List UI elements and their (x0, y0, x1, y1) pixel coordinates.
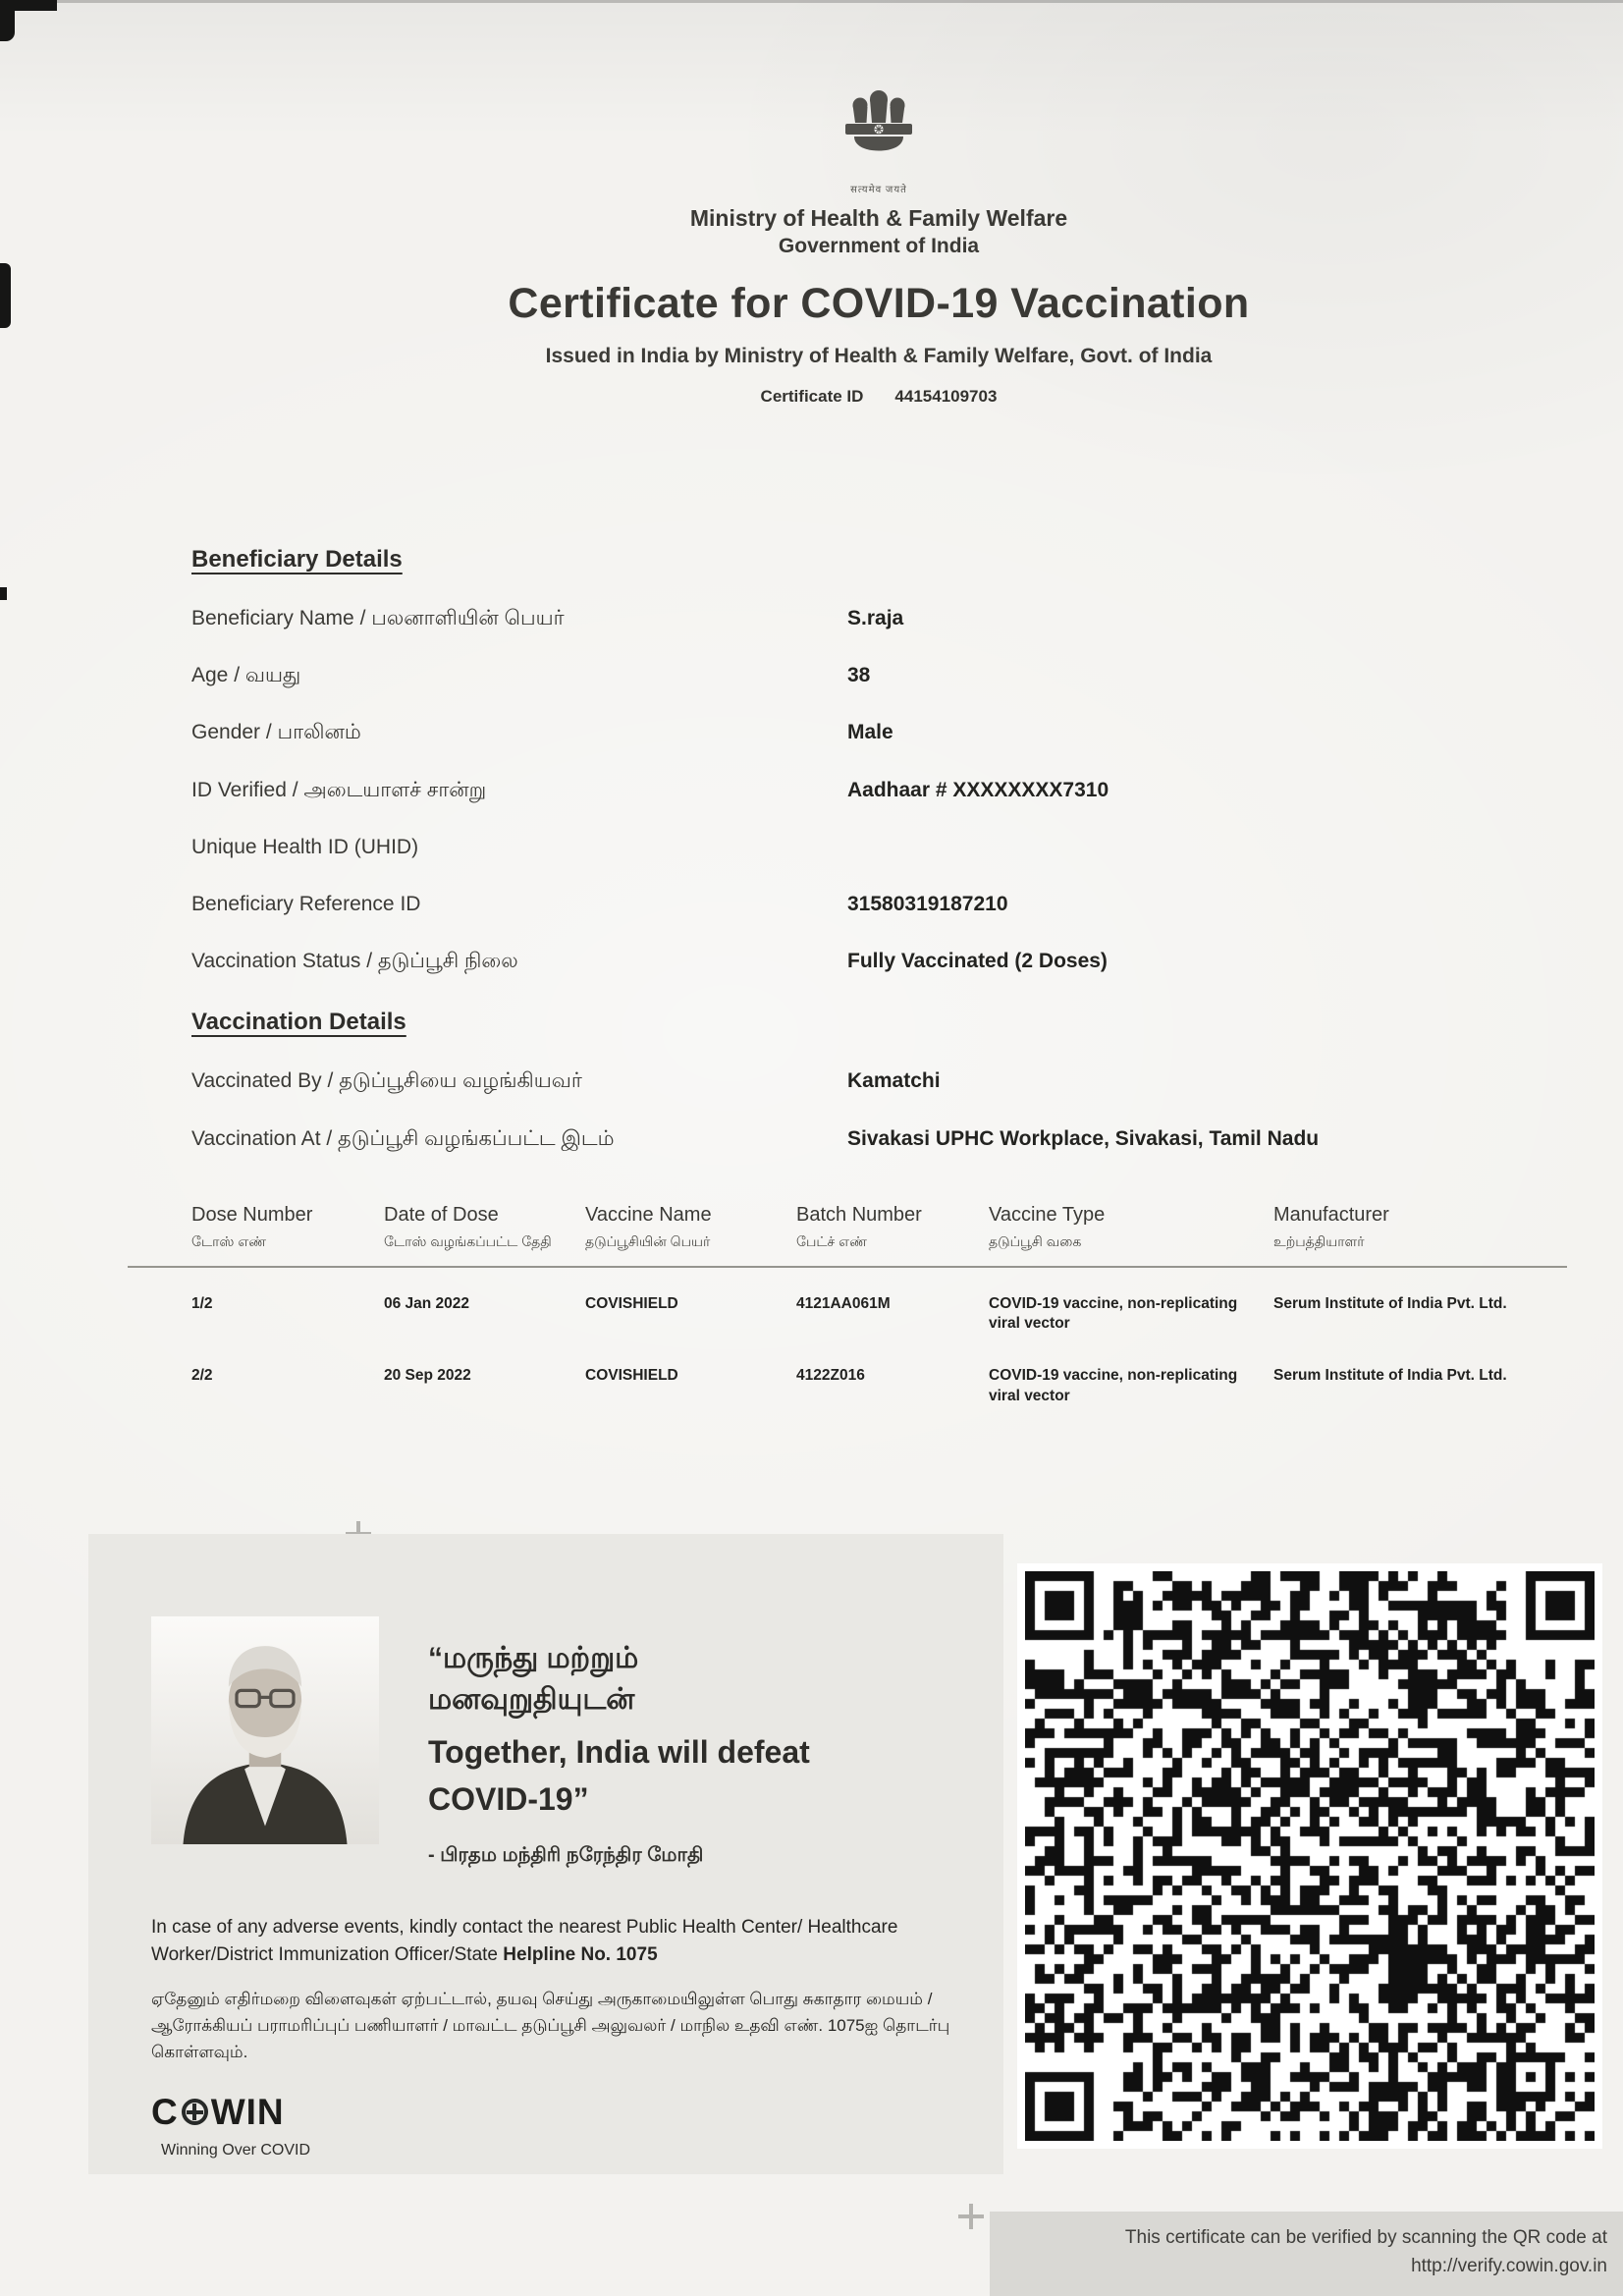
field-row-beneficiary-name (191, 606, 1566, 630)
cell-vaccine-type: COVID-19 vaccine, non-replicating viral vector (989, 1295, 1238, 1333)
field-row-gender (191, 720, 1566, 744)
field-value: Male (847, 721, 893, 744)
government-name: Government of India (778, 235, 980, 257)
field-value: 38 (847, 664, 871, 687)
field-value: Fully Vaccinated (2 Doses) (847, 950, 1108, 973)
quote-row (88, 1534, 1003, 1869)
campaign-panel (88, 1534, 1003, 2174)
cell-vaccine-name: COVISHIELD (585, 1367, 678, 1385)
cell-vaccine-name: COVISHIELD (585, 1295, 678, 1313)
certificate-body (191, 546, 1566, 1412)
verify-url: http://verify.cowin.gov.in (1411, 2256, 1607, 2277)
cowin-logo-suffix: WIN (210, 2091, 285, 2132)
qr-code (1025, 1571, 1595, 2141)
qr-code-container (1017, 1563, 1602, 2149)
scan-artifact (0, 0, 15, 41)
beneficiary-section (191, 546, 1566, 973)
cell-batch-number: 4121AA061M (796, 1295, 891, 1313)
cell-manufacturer: Serum Institute of India Pvt. Ltd. (1273, 1295, 1507, 1313)
cell-dose-number: 1/2 (191, 1295, 213, 1313)
field-label: Vaccination Status / தடுப்பூசி நிலை (191, 950, 518, 973)
cell-vaccine-type: COVID-19 vaccine, non-replicating viral vector (989, 1367, 1238, 1404)
col-dose-number: Dose Number டோஸ் எண் (128, 1204, 384, 1268)
dose-row-2 (128, 1339, 1567, 1411)
cowin-logo (151, 2092, 1003, 2159)
vaccination-section-title: Vaccination Details (191, 1009, 406, 1036)
field-row-age (191, 663, 1566, 687)
field-label: Beneficiary Name / பலனாளியின் பெயர் (191, 607, 565, 629)
field-row-id-verified (191, 778, 1566, 802)
col-vaccine-name: Vaccine Name தடுப்பூசியின் பெயர் (585, 1204, 796, 1268)
national-emblem-icon (832, 73, 926, 195)
field-row-vaccination-status (191, 949, 1566, 973)
quote-attribution: - பிரதம மந்திரி நரேந்திர மோதி (428, 1844, 704, 1866)
dose-row-1 (128, 1267, 1567, 1339)
field-label: Age / வயது (191, 664, 301, 687)
field-label: Vaccination At / தடுப்பூசி வழங்கப்பட்ட இடம் (191, 1126, 615, 1150)
certificate-subtitle: Issued in India by Ministry of Health & Family Welfare, Govt. of India (545, 345, 1213, 367)
helpline-number: Helpline No. 1075 (503, 1943, 658, 1965)
cell-batch-number: 4122Z016 (796, 1367, 865, 1385)
cowin-logo-prefix: C (151, 2091, 179, 2132)
scan-artifact (0, 587, 7, 600)
field-value: Kamatchi (847, 1069, 941, 1093)
col-manufacturer: Manufacturer உற்பத்தியாளர் (1273, 1204, 1567, 1268)
field-label: Vaccinated By / தடுப்பூசியை வழங்கியவர் (191, 1069, 582, 1093)
field-label: ID Verified / அடையாளச் சான்று (191, 778, 487, 801)
field-row-uhid (191, 835, 1566, 859)
field-row-reference-id (191, 892, 1566, 916)
certificate-id-value: 44154109703 (894, 387, 998, 406)
beneficiary-section-title: Beneficiary Details (191, 546, 403, 573)
col-batch-number: Batch Number பேட்ச் எண் (796, 1204, 989, 1268)
scan-artifact (0, 263, 11, 328)
field-row-vaccinated-by (191, 1068, 1566, 1093)
col-vaccine-type: Vaccine Type தடுப்பூசி வகை (989, 1204, 1273, 1268)
quote-tamil-line1: “மருந்து மற்றும் (428, 1642, 639, 1674)
ministry-name: Ministry of Health & Family Welfare (689, 205, 1068, 231)
quote-tamil-line2: மனவுறுதியுடன் (428, 1683, 635, 1716)
cell-manufacturer: Serum Institute of India Pvt. Ltd. (1273, 1367, 1507, 1385)
field-value: Sivakasi UPHC Workplace, Sivakasi, Tamil Nadu (847, 1126, 1320, 1150)
pm-photo (151, 1616, 379, 1869)
field-value: Aadhaar # XXXXXXXX7310 (847, 778, 1109, 801)
adverse-events-text-en: In case of any adverse events, kindly contact the nearest Public Health Center/ Healthcare Worker/District Immunization Officer/State Helpline No. 1075 (151, 1917, 898, 1965)
cowin-globe-icon (182, 2099, 208, 2125)
certificate-title: Certificate for COVID-19 Vaccination (508, 280, 1250, 327)
footer-band (0, 1528, 1623, 2296)
field-value: 31580319187210 (847, 892, 1008, 915)
quote-english-line1: Together, India will defeat (428, 1734, 810, 1770)
vaccination-section (191, 1009, 1566, 1150)
document-header (191, 0, 1566, 407)
dose-table-header-row (128, 1204, 1567, 1268)
scan-artifact (0, 0, 1623, 3)
quote-english-line2: COVID-19” (428, 1781, 589, 1817)
certificate-id-label: Certificate ID (760, 387, 864, 406)
col-date-of-dose: Date of Dose டோஸ் வழங்கப்பட்ட தேதி (384, 1204, 585, 1268)
cell-date: 20 Sep 2022 (384, 1367, 471, 1385)
cowin-tagline: Winning Over COVID (161, 2141, 311, 2159)
cell-dose-number: 2/2 (191, 1367, 213, 1385)
adverse-events-text-ta: ஏதேனும் எதிர்மறை விளைவுகள் ஏற்பட்டால், தயவு செய்து அருகாமையிலுள்ள பொது சுகாதார மையம் / ஆரோக்கியப் பராமரிப்புப் பணியாளர் / மாவட்ட தடுப்பூசி அலுவலர் / மாநில உதவி எண். 1075ஐ தொடர்பு கொள்ளவும். (151, 1990, 950, 2062)
field-label: Unique Health ID (UHID) (191, 835, 419, 858)
field-value: S.raja (847, 607, 904, 629)
verify-line1: This certificate can be verified by scanning the QR code at (1124, 2227, 1607, 2248)
certificate-id-row (191, 387, 1566, 407)
emblem-motto: सत्यमेव जयते (850, 185, 907, 195)
field-label: Beneficiary Reference ID (191, 892, 421, 915)
field-row-vaccination-at (191, 1126, 1566, 1151)
field-label: Gender / பாலினம் (191, 721, 361, 744)
cell-date: 06 Jan 2022 (384, 1295, 470, 1313)
campaign-quote (428, 1638, 810, 1869)
verify-text (999, 2223, 1607, 2281)
dose-table (128, 1204, 1567, 1412)
